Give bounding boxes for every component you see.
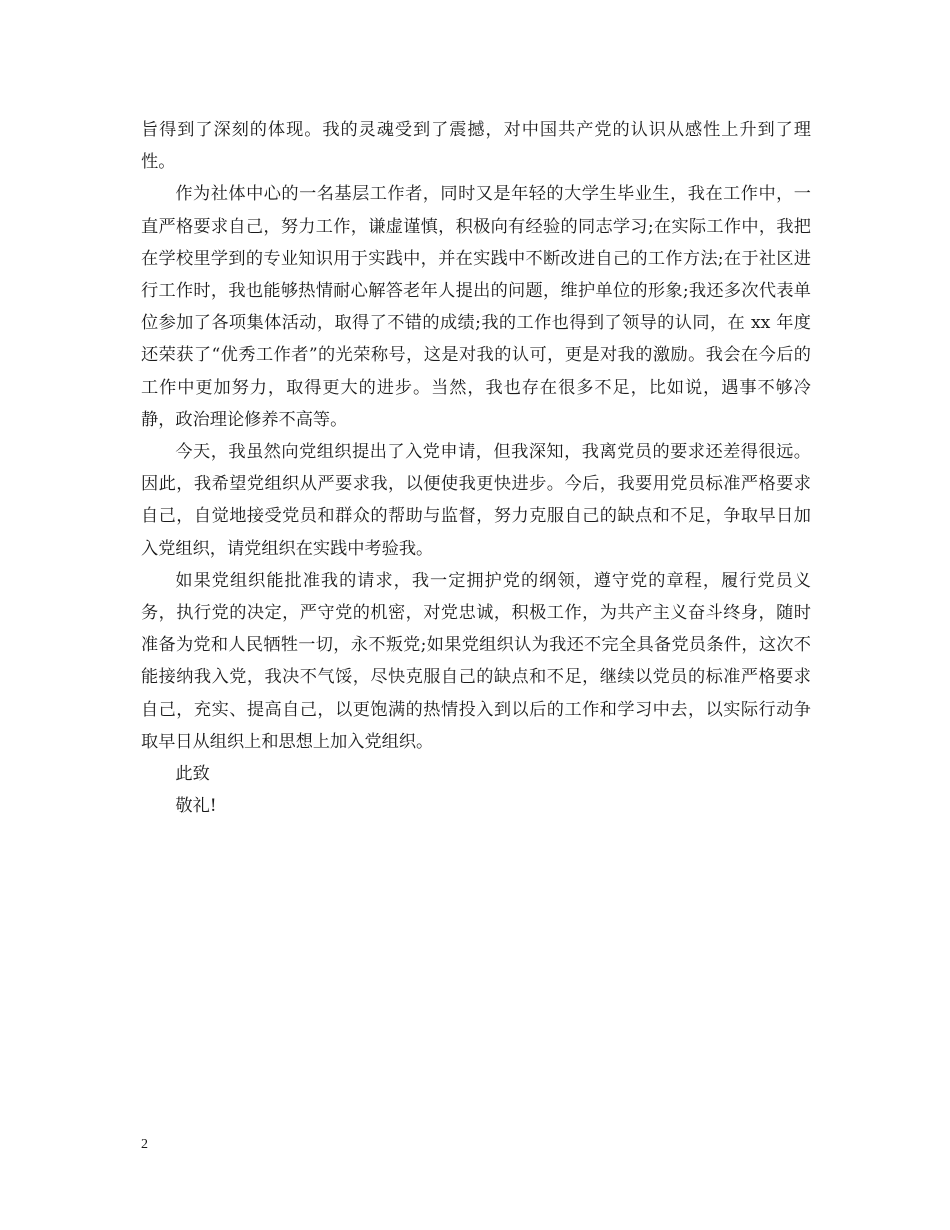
paragraph-work-experience: 作为社体中心的一名基层工作者，同时又是年轻的大学生毕业生，我在工作中，一直严格要求自己，努力工作，谦虚谨慎，积极向有经验的同志学习;在实际工作中，我把在学校里学到的专业知识用于实践中，并在实践中不断改进自己的工作方法;在于社区进行工作时，我也能够热情耐心解答老年人提出的问题，维护单位的形象;我还多次代表单位参加了各项集体活动，取得了不错的成绩;我的工作也得到了领导的认同，在 xx 年度还荣获了“优秀工作者”的光荣称号，这是对我的认可，更是对我的激励。我会在今后的工作中更加努力，取得更大的进步。当然，我也存在很多不足，比如说，遇事不够冷静，政治理论修养不高等。 xyxy=(141,184,811,430)
closing-salutation: 此致 xyxy=(175,764,210,785)
closing-regards: 敬礼! xyxy=(175,796,217,817)
paragraph-commitment: 如果党组织能批准我的请求，我一定拥护党的纲领，遵守党的章程，履行党员义务，执行党的决定，严守党的机密，对党忠诚，积极工作，为共产主义奋斗终身，随时准备为党和人民牺牲一切，永不叛党;如果党组织认为我还不完全具备党员条件，这次不能接纳我入党，我决不气馁，尽快克服自己的缺点和不足，继续以党员的标准严格要求自己，充实、提高自己，以更饱满的热情投入到以后的工作和学习中去，以实际行动争取早日从组织上和思想上加入党组织。 xyxy=(141,570,811,752)
page-number: 2 xyxy=(141,1137,148,1152)
document-body xyxy=(141,114,811,822)
paragraph-application-statement: 今天，我虽然向党组织提出了入党申请，但我深知，我离党员的要求还差得很远。因此，我希望党组织从严要求我，以便使我更快进步。今后，我要用党员标准严格要求自己，自觉地接受党员和群众的帮助与监督，努力克服自己的缺点和不足，争取早日加入党组织，请党组织在实践中考验我。 xyxy=(141,442,811,559)
paragraph-continuation: 旨得到了深刻的体现。我的灵魂受到了震撼，对中国共产党的认识从感性上升到了理性。 xyxy=(141,120,811,173)
